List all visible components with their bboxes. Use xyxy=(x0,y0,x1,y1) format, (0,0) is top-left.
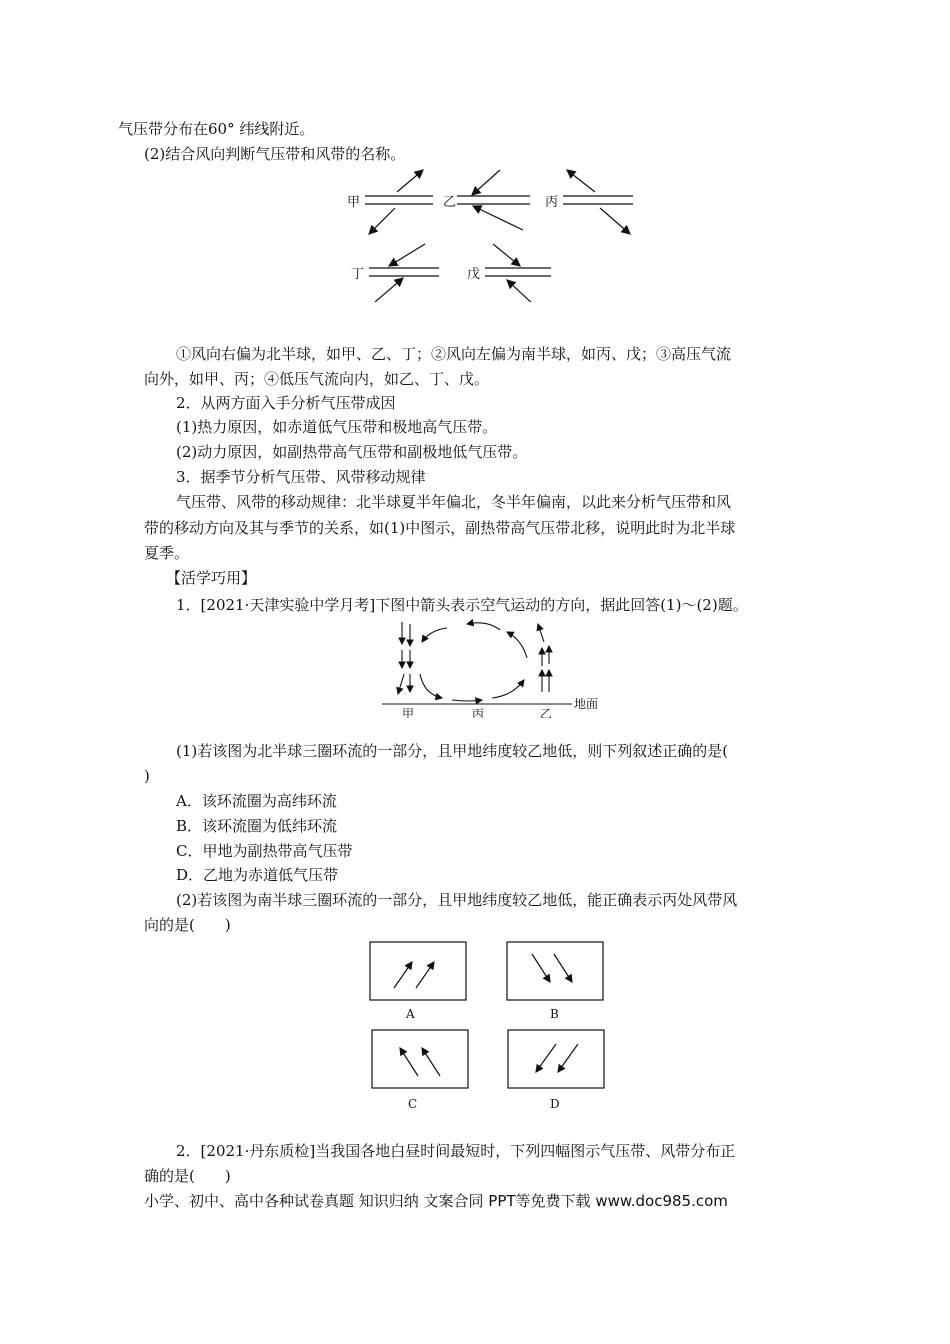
label-option-b: B xyxy=(550,1007,559,1021)
text-line: 向外，如甲、丙；④低压气流向内，如乙、丁、戊。 xyxy=(144,370,490,388)
question-1: 1．[2021·天津实验中学月考]下图中箭头表示空气运动的方向，据此回答(1)～(2)题。 xyxy=(176,596,748,614)
text-line: 3．据季节分析气压带、风带移动规律 xyxy=(176,468,426,486)
label-yi-ground: 乙 xyxy=(540,707,553,718)
wind-direction-figure xyxy=(345,162,645,302)
label-bing-ground: 丙 xyxy=(472,707,485,718)
text-line: 带的移动方向及其与季节的关系，如(1)中图示，副热带高气压带北移，说明此时为北半球 xyxy=(144,519,736,537)
text-line: (1)热力原因，如赤道低气压带和极地高气压带。 xyxy=(176,418,498,436)
question-1-2: (2)若该图为南半球三圈环流的一部分，且甲地纬度较乙地低，能正确表示丙处风带风 xyxy=(176,891,738,909)
text-line: 夏季。 xyxy=(144,544,190,562)
label-option-c: C xyxy=(408,1097,418,1111)
section-heading: 【活学巧用】 xyxy=(166,569,257,587)
label-jia-ground: 甲 xyxy=(402,707,415,718)
label-option-a: A xyxy=(406,1007,415,1021)
text-line: (2)结合风向判断气压带和风带的名称。 xyxy=(144,145,406,163)
wind-option-figure xyxy=(368,940,618,1120)
text-line: ) xyxy=(144,767,150,785)
option-d: D．乙地为赤道低气压带 xyxy=(176,866,339,884)
label-option-d: D xyxy=(550,1097,560,1111)
text-line: 2．从两方面入手分析气压带成因 xyxy=(176,394,396,412)
text-line: (2)动力原因，如副热带高气压带和副极地低气压带。 xyxy=(176,443,528,461)
question-1-1: (1)若该图为北半球三圈环流的一部分，且甲地纬度较乙地低，则下列叙述正确的是( xyxy=(176,742,729,760)
footer-text: 小学、初中、高中各种试卷真题 知识归纳 文案合同 PPT等免费下载 www.doc985.com xyxy=(144,1192,728,1210)
question-2: 2．[2021·丹东质检]当我国各地白昼时间最短时，下列四幅图示气压带、风带分布正 xyxy=(176,1142,736,1160)
option-a: A．该环流圈为高纬环流 xyxy=(176,792,337,810)
text-line: 确的是( ) xyxy=(144,1167,231,1185)
label-bing: 丙 xyxy=(545,195,559,210)
text-line: 气压带、风带的移动规律：北半球夏半年偏北，冬半年偏南，以此来分析气压带和风 xyxy=(176,493,732,511)
option-c: C．甲地为副热带高气压带 xyxy=(176,842,353,860)
label-wu: 戊 xyxy=(467,267,481,282)
label-yi: 乙 xyxy=(443,195,457,210)
text-line: 向的是( ) xyxy=(144,916,231,934)
circulation-cell-figure xyxy=(382,618,622,718)
label-jia: 甲 xyxy=(347,195,361,210)
option-b: B．该环流圈为低纬环流 xyxy=(176,817,338,835)
label-ding: 丁 xyxy=(351,267,365,282)
text-line: ①风向右偏为北半球，如甲、乙、丁；②风向左偏为南半球，如丙、戊；③高压气流 xyxy=(176,345,732,363)
label-ground: 地面 xyxy=(574,697,599,711)
text-line: 气压带分布在60° 纬线附近。 xyxy=(118,120,315,138)
